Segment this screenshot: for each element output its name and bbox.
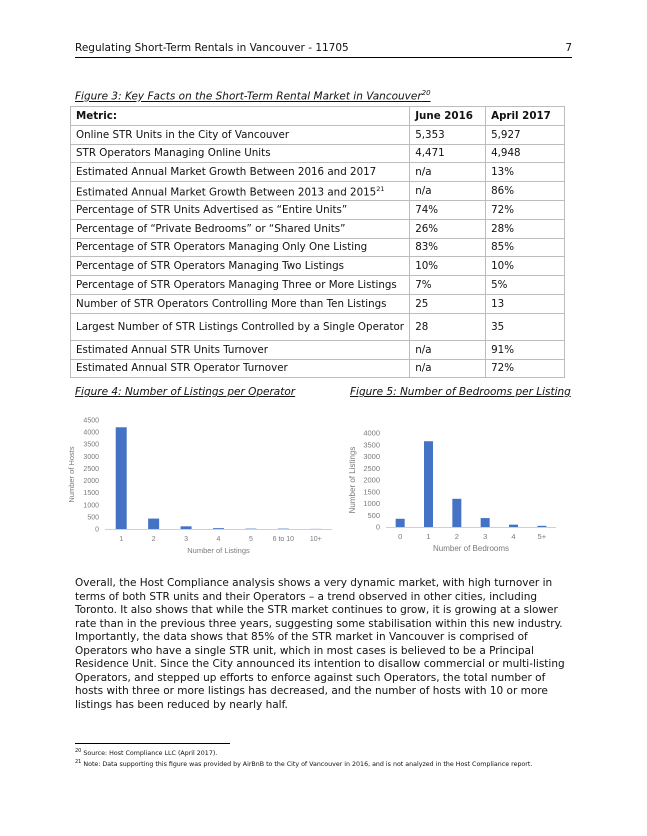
y-tick-label: 1000 (363, 499, 380, 508)
x-tick-label: 4 (216, 536, 221, 543)
metric-label: Online STR Units in the City of Vancouver (76, 128, 290, 141)
metric-label: Estimated Annual STR Units Turnover (76, 343, 269, 356)
table-row (71, 340, 565, 359)
x-tick-label: 3 (184, 536, 189, 543)
bar-3 (481, 518, 490, 527)
y-tick-label: 0 (375, 522, 380, 532)
april-2017-value: 72% (486, 200, 565, 219)
april-2017-value: 28% (486, 219, 565, 238)
footnote-text: Note: Data supporting this figure was provided by AirBnB to the City of Vancouver in 2016, and is not analyzed in the Host Compliance report. (81, 761, 533, 769)
y-tick-label: 1500 (83, 490, 99, 498)
table-row (71, 294, 565, 313)
table-row (71, 163, 565, 182)
metric-cell (71, 340, 410, 359)
table-row (71, 182, 565, 201)
metric-cell (71, 182, 410, 201)
x-tick-label: 2 (454, 532, 459, 541)
table-row (71, 276, 565, 295)
metric-label: Percentage of STR Operators Managing Three or More Listings (76, 279, 397, 292)
june-2016-value: 28 (410, 313, 486, 340)
x-tick-label: 10+ (309, 536, 322, 543)
document-title: Regulating Short-Term Rentals in Vancouver - 11705 (75, 42, 349, 54)
x-tick-label: 6 to 10 (272, 536, 295, 543)
bar-0 (396, 519, 405, 527)
june-2016-value: n/a (410, 340, 486, 359)
april-2017-value: 35 (486, 313, 565, 340)
metric-cell (71, 144, 410, 163)
april-2017-value: 10% (486, 257, 565, 276)
metric-cell (71, 294, 410, 313)
june-2016-value: 74% (410, 200, 486, 219)
y-axis-title: Number of Hosts (67, 446, 76, 503)
figure5-chart (343, 422, 558, 558)
page-header (75, 42, 572, 58)
metric-label: Estimated Annual STR Operator Turnover (76, 362, 288, 375)
bar-4 (509, 525, 518, 527)
bar-5- (537, 526, 546, 527)
metric-label: Estimated Annual Market Growth Between 2016 and 2017 (76, 166, 377, 179)
bar-4 (213, 528, 224, 529)
bar-1 (424, 441, 433, 527)
june-2016-value: 10% (410, 257, 486, 276)
metric-cell (71, 163, 410, 182)
metric-cell (71, 276, 410, 295)
y-axis-title: Number of Listings (348, 446, 357, 514)
april-2017-value: 13 (486, 294, 565, 313)
footnotes (75, 747, 532, 769)
footnote (75, 747, 532, 758)
figure4-caption: Figure 4: Number of Listings per Operator (75, 386, 296, 398)
bar-3 (181, 526, 192, 529)
y-tick-label: 0 (95, 526, 99, 534)
x-tick-label: 5 (248, 536, 253, 543)
x-tick-label: 1 (426, 532, 431, 541)
april-2017-value: 72% (486, 359, 565, 378)
y-tick-label: 4000 (363, 428, 380, 438)
metric-cell (71, 359, 410, 378)
page-number: 7 (565, 42, 572, 54)
x-tick-label: 0 (398, 532, 403, 541)
y-tick-label: 2000 (83, 478, 99, 486)
footnote-number: 20 (75, 748, 82, 754)
y-tick-label: 500 (87, 514, 99, 522)
table-row (71, 200, 565, 219)
table-row (71, 125, 565, 144)
metric-cell (71, 313, 410, 340)
table-row (71, 144, 565, 163)
bar-2 (148, 519, 159, 529)
column-header-june-2016: June 2016 (410, 107, 486, 126)
y-tick-label: 3500 (83, 441, 99, 449)
y-tick-label: 2500 (83, 465, 99, 473)
june-2016-value: 26% (410, 219, 486, 238)
figure4-chart (62, 411, 334, 559)
footnote-ref: 21 (376, 185, 385, 194)
y-tick-label: 3500 (363, 440, 380, 450)
y-tick-label: 500 (367, 510, 380, 520)
metric-label: Number of STR Operators Controlling More than Ten Listings (76, 297, 387, 310)
june-2016-value: 5,353 (410, 125, 486, 144)
column-header-metric: Metric: (71, 107, 410, 126)
june-2016-value: 4,471 (410, 144, 486, 163)
april-2017-value: 4,948 (486, 144, 565, 163)
metric-label: STR Operators Managing Online Units (76, 147, 271, 160)
june-2016-value: n/a (410, 163, 486, 182)
footnote-divider (75, 743, 230, 744)
x-tick-label: 5+ (537, 532, 547, 541)
april-2017-value: 5,927 (486, 125, 565, 144)
y-tick-label: 4500 (83, 417, 99, 425)
footnote (75, 758, 532, 769)
y-tick-label: 2000 (363, 475, 380, 485)
june-2016-value: 83% (410, 238, 486, 257)
april-2017-value: 86% (486, 182, 565, 201)
metric-cell (71, 200, 410, 219)
figure3-caption (75, 89, 431, 103)
x-tick-label: 3 (483, 532, 488, 541)
y-tick-label: 4000 (83, 429, 99, 437)
table-row (71, 238, 565, 257)
metric-cell (71, 219, 410, 238)
x-tick-label: 2 (151, 536, 156, 543)
x-tick-label: 4 (511, 532, 516, 541)
column-header-april-2017: April 2017 (486, 107, 565, 126)
y-tick-label: 2500 (363, 463, 380, 473)
metric-label: Estimated Annual Market Growth Between 2013 and 2015 (76, 186, 377, 199)
metric-cell (71, 238, 410, 257)
bar-1 (116, 427, 127, 529)
figure3-caption-footnote-ref: 20 (421, 89, 431, 97)
april-2017-value: 13% (486, 163, 565, 182)
metric-label: Largest Number of STR Listings Controlled by a Single Operator (76, 320, 405, 333)
april-2017-value: 5% (486, 276, 565, 295)
table-row (71, 257, 565, 276)
y-tick-label: 1000 (83, 502, 99, 510)
june-2016-value: 25 (410, 294, 486, 313)
y-tick-label: 3000 (363, 452, 380, 461)
bar-2 (452, 499, 461, 527)
table-row (71, 359, 565, 378)
x-axis-title: Number of Bedrooms (432, 544, 510, 553)
footnote-text: Source: Host Compliance LLC (April 2017). (81, 750, 218, 758)
metric-label: Percentage of STR Units Advertised as “Entire Units” (76, 203, 348, 216)
table-row (71, 313, 565, 340)
metric-label: Percentage of STR Operators Managing Two Listings (76, 260, 345, 273)
metric-cell (71, 257, 410, 276)
y-tick-label: 3000 (83, 453, 99, 461)
table-row (71, 219, 565, 238)
figure3-caption-text: Figure 3: Key Facts on the Short-Term Rental Market in Vancouver (75, 90, 422, 103)
metric-label: Percentage of STR Operators Managing Only One Listing (76, 241, 368, 254)
june-2016-value: n/a (410, 359, 486, 378)
june-2016-value: 7% (410, 276, 486, 295)
x-tick-label: 1 (119, 536, 124, 543)
figure5-chart-svg (343, 422, 558, 558)
june-2016-value: n/a (410, 182, 486, 201)
figure4-chart-svg (62, 411, 334, 559)
april-2017-value: 91% (486, 340, 565, 359)
y-tick-label: 1500 (363, 487, 380, 497)
metric-cell (71, 125, 410, 144)
body-paragraph: Overall, the Host Compliance analysis shows a very dynamic market, with high turnover in terms of both STR units and their Operators – a trend observed in other cities, including Toronto. It also shows that while the STR market continues to grow, it is growing at a slower rate than in the previous three years, suggesting some stabilisation within this new industry. Importantly, the data shows that 85% of the STR market in Vancouver is comprised of Operators who have a single STR unit, which in most cases is believed to be a Principal Residence Unit. Since the City announced its intention to disallow commercial or multi-listing Operators, and stepped up efforts to enforce against such Operators, the total number of hosts with three or more listings has decreased, and the number of hosts with 10 or more listings has been reduced by nearly half. (75, 577, 565, 711)
x-axis-title: Number of Listings (187, 546, 250, 555)
figure5-caption: Figure 5: Number of Bedrooms per Listing (350, 386, 571, 398)
table-header-row (71, 107, 565, 126)
footnote-number: 21 (75, 759, 82, 766)
april-2017-value: 85% (486, 238, 565, 257)
metric-label: Percentage of “Private Bedrooms” or “Shared Units” (76, 222, 346, 235)
key-facts-table (70, 106, 565, 378)
